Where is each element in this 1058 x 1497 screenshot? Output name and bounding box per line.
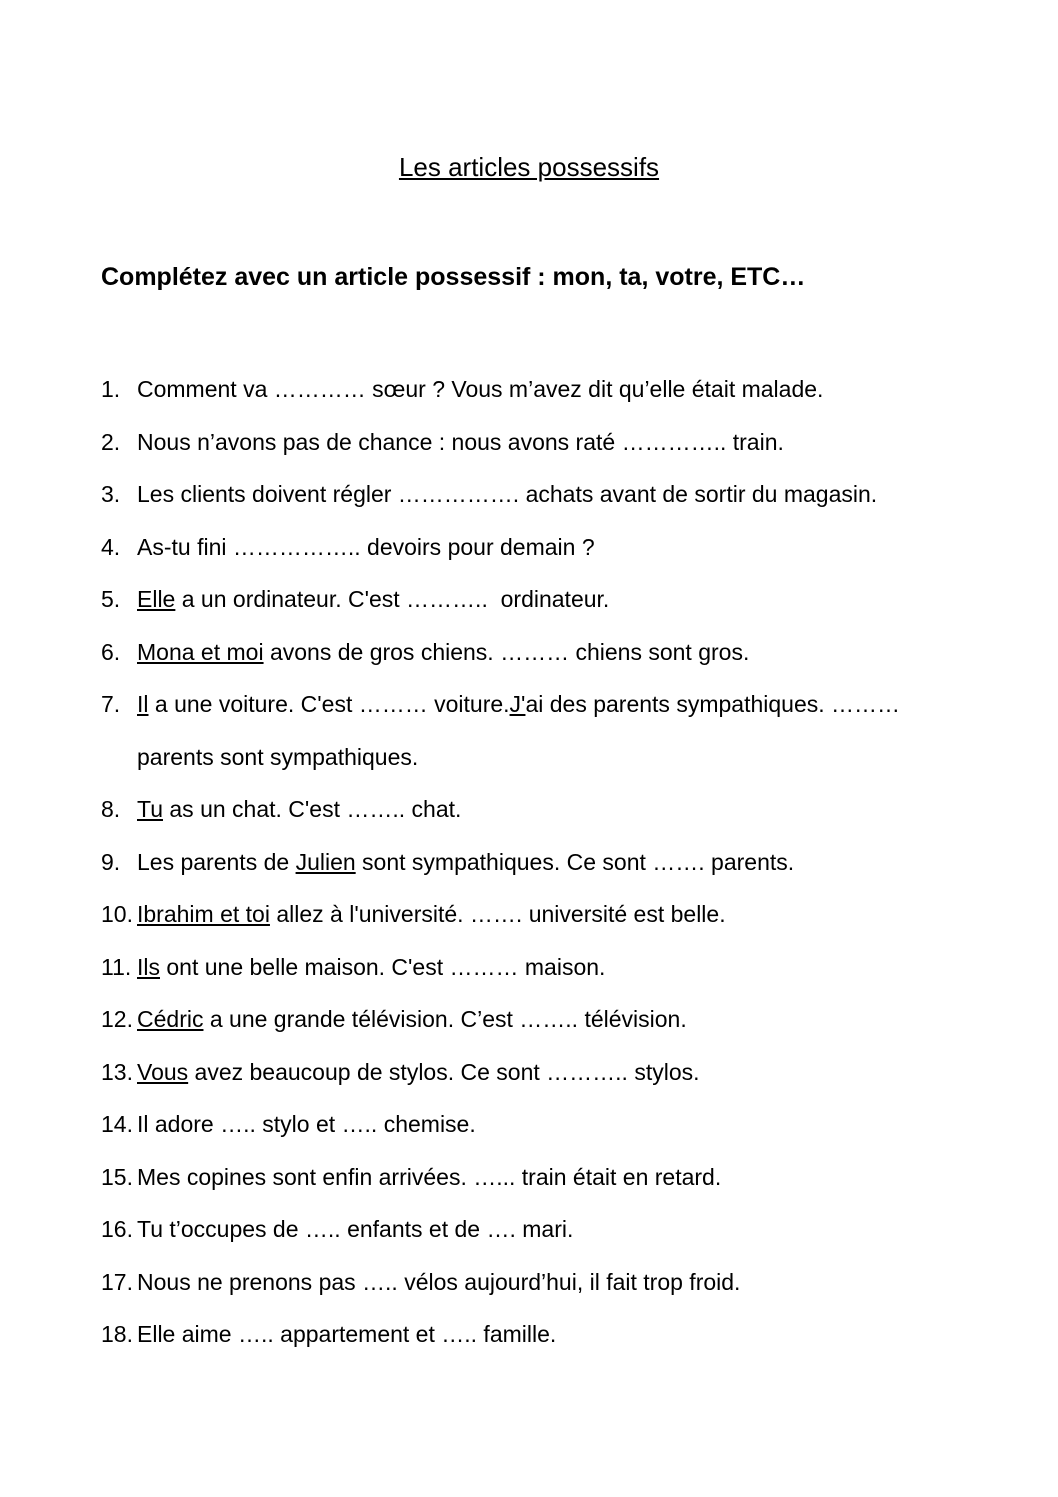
page-title-text: Les articles possessifs (398, 152, 660, 182)
page-title (0, 152, 1058, 182)
item-number: 15. (101, 1163, 133, 1190)
underlined-word: Julien (295, 848, 356, 875)
text-segment: a une grande télévision. C’est …….. télévision. (203, 1006, 687, 1032)
item-number: 4. (101, 533, 121, 560)
list-item (101, 1046, 1001, 1099)
item-text (137, 888, 1001, 941)
item-text (137, 1046, 1001, 1099)
underlined-word: Cédric (137, 1006, 204, 1032)
list-item (101, 888, 1001, 941)
text-segment: ont une belle maison. C'est ……… maison. (160, 953, 606, 980)
item-text (137, 1098, 1001, 1151)
item-text (137, 678, 1001, 783)
item-number: 10. (101, 901, 133, 927)
item-text (137, 993, 1001, 1046)
exercise-instruction: Complétez avec un article possessif : mon, ta, votre, ETC… (101, 263, 806, 291)
text-segment: As-tu fini …………….. devoirs pour demain ? (137, 533, 595, 560)
exercise-list (101, 363, 1001, 1361)
list-item (101, 1203, 1001, 1256)
text-segment: Elle aime ….. appartement et ….. famille. (137, 1321, 557, 1347)
text-segment: Il adore ….. stylo et ….. chemise. (137, 1111, 476, 1137)
list-item (101, 941, 1001, 994)
text-segment: parents sont sympathiques. (137, 743, 419, 770)
list-item (101, 678, 1001, 783)
list-item (101, 521, 1001, 574)
text-segment: Nous ne prenons pas ….. vélos aujourd’hui, il fait trop froid. (137, 1268, 741, 1295)
list-item (101, 1098, 1001, 1151)
underlined-word: Il (137, 691, 149, 717)
item-number: 16. (101, 1216, 133, 1242)
underlined-word: J' (509, 691, 526, 717)
list-item (101, 363, 1001, 416)
item-number: 2. (101, 428, 121, 455)
item-text (137, 1256, 1001, 1309)
item-number: 14. (101, 1111, 133, 1137)
item-text (137, 468, 1001, 521)
item-text (137, 1151, 1001, 1204)
underlined-word: Ils (137, 953, 160, 980)
list-item (101, 1308, 1001, 1361)
text-segment: Tu t’occupes de ….. enfants et de …. mari. (137, 1216, 574, 1242)
item-number: 17. (101, 1268, 133, 1295)
item-number: 6. (101, 638, 121, 665)
text-segment: avons de gros chiens. ……… chiens sont gros. (263, 638, 750, 665)
underlined-word: Tu (137, 796, 163, 822)
item-number: 8. (101, 796, 121, 822)
text-segment: Les parents de (137, 848, 296, 875)
item-text (137, 836, 1001, 889)
text-segment: as un chat. C'est …….. chat. (163, 796, 462, 822)
text-segment: avez beaucoup de stylos. Ce sont ……….. stylos. (188, 1058, 700, 1085)
underlined-word: Ibrahim et toi (137, 901, 270, 927)
text-segment: Nous n’avons pas de chance : nous avons raté ………….. train. (137, 428, 784, 455)
text-segment: ai des parents sympathiques. ……… (525, 691, 901, 717)
item-number: 5. (101, 586, 121, 612)
item-number: 7. (101, 691, 121, 717)
item-number: 13. (101, 1058, 133, 1085)
item-number: 1. (101, 376, 121, 402)
list-item (101, 416, 1001, 469)
item-text (137, 573, 1001, 626)
text-segment: Comment va ………… sœur ? Vous m’avez dit qu’elle était malade. (137, 376, 824, 402)
item-text (137, 521, 1001, 574)
item-number: 11. (101, 953, 132, 980)
text-segment: Mes copines sont enfin arrivées. …... train était en retard. (137, 1163, 722, 1190)
item-text (137, 416, 1001, 469)
item-text (137, 783, 1001, 836)
item-number: 18. (101, 1321, 133, 1347)
list-item (101, 573, 1001, 626)
text-segment: allez à l'université. ……. université est belle. (269, 901, 726, 927)
text-segment: Les clients doivent régler ……………. achats avant de sortir du magasin. (137, 481, 878, 507)
list-item (101, 836, 1001, 889)
list-item (101, 626, 1001, 679)
text-segment: a un ordinateur. C'est ……….. ordinateur. (175, 586, 610, 612)
item-number: 12. (101, 1006, 133, 1032)
text-segment: a une voiture. C'est ……… voiture. (148, 691, 510, 717)
list-item (101, 1256, 1001, 1309)
item-text (137, 1203, 1001, 1256)
underlined-word: Elle (137, 586, 176, 612)
list-item (101, 783, 1001, 836)
underlined-word: Mona et moi (137, 638, 264, 665)
text-segment: sont sympathiques. Ce sont ……. parents. (355, 848, 795, 875)
item-text (137, 1308, 1001, 1361)
item-text (137, 363, 1001, 416)
list-item (101, 1151, 1001, 1204)
item-number: 9. (101, 848, 121, 875)
item-text (137, 941, 1001, 994)
list-item (101, 993, 1001, 1046)
item-number: 3. (101, 481, 121, 507)
underlined-word: Vous (137, 1058, 189, 1085)
item-text (137, 626, 1001, 679)
list-item (101, 468, 1001, 521)
